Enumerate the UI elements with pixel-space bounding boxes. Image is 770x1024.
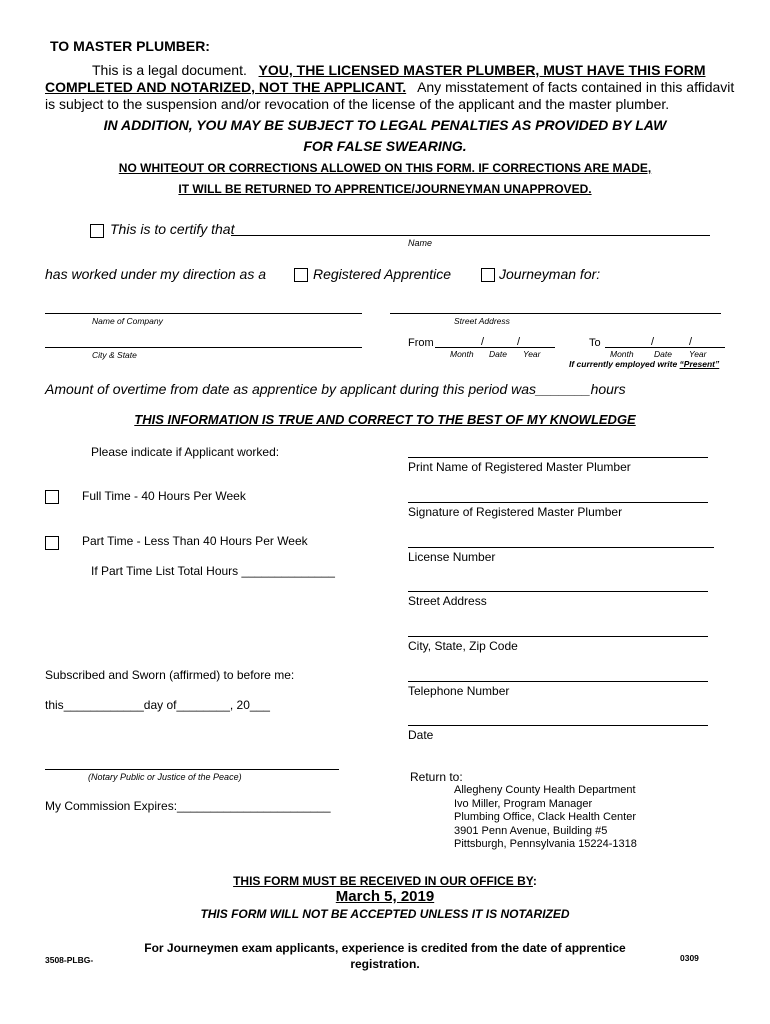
to-slash-2: /	[689, 336, 693, 348]
intro-bold-1: YOU, THE LICENSED MASTER PLUMBER, MUST HAVE THIS FORM	[258, 62, 706, 78]
journeymen-note-2: registration.	[350, 957, 420, 971]
return-address	[454, 784, 637, 852]
from-slash-1: /	[481, 336, 485, 348]
company-street-line[interactable]	[390, 313, 721, 314]
return-address-line: Allegheny County Health Department	[454, 784, 636, 796]
certify-label: This is to certify that	[110, 221, 235, 237]
full-time-checkbox[interactable]	[45, 490, 59, 504]
year-prefix: , 20	[229, 698, 250, 712]
penalty-line-1: IN ADDITION, YOU MAY BE SUBJECT TO LEGAL PENALTIES AS PROVIDED BY LAW	[103, 117, 667, 133]
to-year-caption: Year	[689, 349, 707, 359]
certify-checkbox[interactable]	[90, 224, 104, 238]
whiteout-line-2: IT WILL BE RETURNED TO APPRENTICE/JOURNEYMAN UNAPPROVED.	[178, 182, 592, 196]
from-label: From	[408, 337, 434, 349]
intro-text: This is a legal document.	[92, 62, 247, 78]
return-address-line: Ivo Miller, Program Manager	[454, 797, 593, 810]
print-name-caption: Print Name of Registered Master Plumber	[408, 460, 631, 474]
company-name-line[interactable]	[45, 313, 362, 314]
to-label: To	[589, 337, 601, 349]
worked-under-label: has worked under my direction as a	[45, 266, 266, 282]
overtime-line	[45, 381, 626, 397]
plumber-city-caption: City, State, Zip Code	[408, 639, 518, 653]
intro-line-3: is subject to the suspension and/or revocation of the license of the applicant and the master plumber.	[45, 96, 670, 112]
date-caption: Date	[408, 728, 434, 742]
return-address-line: Plumbing Office, Clack Health Center	[454, 811, 636, 823]
notary-signature-line[interactable]	[45, 769, 339, 770]
to-slash-1: /	[651, 336, 655, 348]
intro-line-2	[45, 79, 734, 95]
plumber-street-caption: Street Address	[408, 594, 487, 608]
journeyman-label: Journeyman for:	[499, 266, 601, 282]
month-blank[interactable]: ________	[176, 698, 230, 712]
journeyman-checkbox[interactable]	[481, 268, 495, 282]
part-time-checkbox[interactable]	[45, 536, 59, 550]
form-code: 3508-PLBG-	[45, 955, 94, 965]
intro-line-1	[92, 62, 706, 78]
print-name-line[interactable]	[408, 457, 708, 458]
penalty-line-2: FOR FALSE SWEARING.	[303, 138, 467, 154]
deadline-date: March 5, 2019	[335, 888, 435, 905]
this-label: this	[45, 698, 64, 712]
deadline-colon: :	[532, 874, 537, 888]
from-slash-2: /	[517, 336, 521, 348]
from-date-line[interactable]	[435, 347, 555, 348]
to-master-plumber-heading: TO MASTER PLUMBER:	[50, 38, 210, 54]
year-blank[interactable]: ___	[249, 698, 270, 712]
applicant-name-line[interactable]	[231, 235, 710, 236]
overtime-blank[interactable]: _______	[536, 381, 591, 397]
city-caption: City & State	[92, 350, 137, 360]
work-type-prompt: Please indicate if Applicant worked:	[91, 445, 280, 459]
commission-blank[interactable]: _______________________	[177, 799, 331, 813]
from-date-caption: Date	[489, 349, 507, 359]
intro-bold-2: COMPLETED AND NOTARIZED, NOT THE APPLICANT.	[45, 79, 407, 95]
employed-note	[569, 359, 719, 369]
day-of-label: day of	[143, 698, 177, 712]
part-time-label: Part Time - Less Than 40 Hours Per Week	[82, 534, 308, 548]
whiteout-line-1: NO WHITEOUT OR CORRECTIONS ALLOWED ON THIS FORM. IF CORRECTIONS ARE MADE,	[118, 161, 652, 175]
name-caption: Name	[408, 238, 433, 248]
from-month-caption: Month	[450, 349, 474, 359]
street-caption: Street Address	[454, 316, 510, 326]
to-date-line[interactable]	[605, 347, 725, 348]
from-year-caption: Year	[523, 349, 541, 359]
present-text: “Present”	[679, 359, 720, 369]
return-address-line: Pittsburgh, Pennsylvania 15224-1318	[454, 838, 637, 850]
revision-code: 0309	[680, 953, 699, 963]
signature-line[interactable]	[408, 502, 708, 503]
apprentice-checkbox[interactable]	[294, 268, 308, 282]
return-address-line: 3901 Penn Avenue, Building #5	[454, 824, 608, 837]
notarized-warning: THIS FORM WILL NOT BE ACCEPTED UNLESS IT IS NOTARIZED	[200, 907, 570, 921]
notary-caption: (Notary Public or Justice of the Peace)	[88, 772, 242, 782]
journeymen-note-1: For Journeymen exam applicants, experience is credited from the date of apprentice	[144, 941, 626, 955]
part-time-total	[91, 564, 335, 578]
employed-note-text: If currently employed write	[569, 359, 678, 369]
commission-label: My Commission Expires:	[45, 799, 178, 813]
plumber-street-line[interactable]	[408, 591, 708, 592]
intro-rest-1: Any misstatement of facts contained in this affidavit	[417, 79, 735, 95]
to-month-caption: Month	[610, 349, 634, 359]
commission-line	[45, 799, 331, 813]
true-statement: THIS INFORMATION IS TRUE AND CORRECT TO THE BEST OF MY KNOWLEDGE	[134, 412, 636, 427]
overtime-suffix: hours	[590, 381, 626, 397]
full-time-label: Full Time - 40 Hours Per Week	[82, 489, 246, 503]
part-time-total-blank[interactable]: ______________	[241, 564, 335, 578]
city-state-line[interactable]	[45, 347, 362, 348]
part-time-total-label: If Part Time List Total Hours	[91, 564, 239, 578]
return-to-label: Return to:	[410, 770, 463, 784]
to-date-caption: Date	[654, 349, 672, 359]
sworn-label: Subscribed and Sworn (affirmed) to before me:	[45, 668, 295, 682]
deadline-label-wrap	[0, 874, 770, 888]
license-caption: License Number	[408, 550, 496, 564]
company-caption: Name of Company	[92, 316, 163, 326]
license-line[interactable]	[408, 547, 714, 548]
phone-line[interactable]	[408, 681, 708, 682]
apprentice-label: Registered Apprentice	[313, 266, 452, 282]
date-line[interactable]	[408, 725, 708, 726]
signature-caption: Signature of Registered Master Plumber	[408, 505, 623, 519]
plumber-city-line[interactable]	[408, 636, 708, 637]
sworn-date-line	[45, 698, 270, 712]
overtime-prefix: Amount of overtime from date as apprentice by applicant during this period was	[45, 381, 537, 397]
phone-caption: Telephone Number	[408, 684, 510, 698]
day-blank[interactable]: ____________	[63, 698, 144, 712]
deadline-label: THIS FORM MUST BE RECEIVED IN OUR OFFICE BY	[233, 874, 533, 888]
